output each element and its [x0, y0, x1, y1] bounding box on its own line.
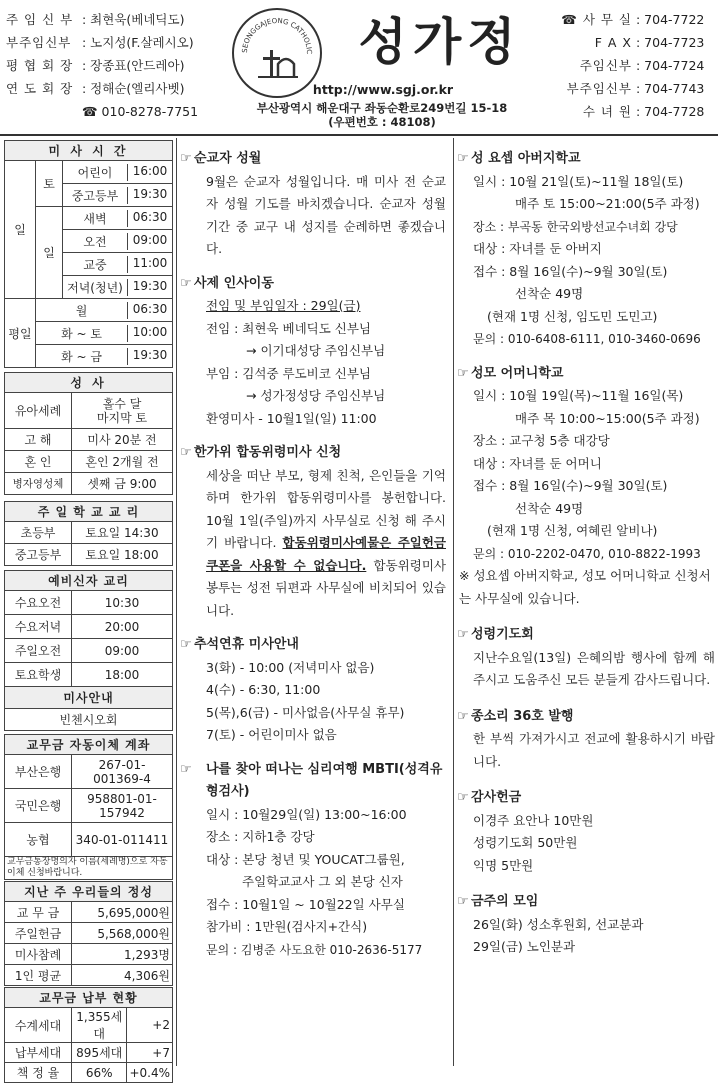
offering-title: 지난 주 우리들의 정성 [5, 882, 173, 902]
father-school-date: 일시 : 10월 21일(토)~11월 18일(토) [473, 173, 684, 189]
school-group: 중고등부 [5, 544, 72, 566]
bank-name: 국민은행 [5, 789, 72, 823]
district-phone: 010-8278-7751 [101, 104, 199, 119]
assistant-phone: : 704-7743 [636, 81, 705, 96]
mass-kind: 오전 [63, 233, 128, 250]
pointing-hand-icon: ☞ [180, 445, 192, 460]
memorial-mass-title: 한가위 합동위령미사 신청 [194, 445, 342, 460]
chuseok-mass-line: 5(목),6(금) - 미사없음(사무실 휴무) [206, 704, 405, 720]
catechumen-class: 수요오전 [5, 591, 72, 615]
weekday-mass-time: 06:30 [132, 301, 168, 316]
mbti-fee: 참가비 : 1만원(검사지+간식) [206, 919, 368, 934]
office-label: ☎ 사 무 실 [561, 12, 632, 27]
chuseok-mass-line: 4(수) - 6:30, 11:00 [206, 682, 321, 697]
father-school-title: 성 요셉 아버지학교 [471, 151, 581, 166]
sacrament-table [4, 372, 173, 495]
mbti-target-cont: 주일학교교사 그 외 본당 신자 [242, 874, 403, 889]
mother-school-date: 일시 : 10월 19일(목)~11월 16일(목) [473, 388, 684, 403]
incoming-destination: → 성가정성당 주임신부님 [246, 388, 386, 403]
father-school-contact: 문의 : 010-6408-6111, 010-3460-0696 [473, 332, 701, 346]
offering-amount: 4,306원 [72, 965, 173, 986]
sacrament-kind: 병자영성체 [5, 473, 72, 495]
offering-amount: 1,293명 [72, 944, 173, 965]
catechumen-class: 수요저녁 [5, 615, 72, 639]
mass-time: 11:00 [132, 255, 168, 270]
pointing-hand-icon: ☞ [180, 275, 192, 291]
pointing-hand-icon: ☞ [457, 790, 469, 805]
mother-school-target: 대상 : 자녀를 둔 어머니 [473, 455, 602, 471]
thanks-offering-title: 감사헌금 [471, 790, 522, 805]
father-school-capacity: 선착순 49명 [515, 286, 584, 301]
weekday-mass-kind: 화 ~ 토 [36, 325, 128, 342]
council-president-label: 평 협 회 장 [6, 58, 74, 73]
prayer-group-title: 성령기도회 [471, 627, 534, 642]
incoming-priest: 부임 : 김석중 루도비코 신부님 [206, 365, 372, 381]
priest-transfer-title: 사제 인사이동 [194, 275, 274, 291]
office-phone: : 704-7722 [636, 12, 705, 27]
sacrament-title: 성 사 [5, 373, 173, 393]
welcome-mass: 환영미사 - 10월1일(일) 11:00 [206, 410, 377, 426]
header-left-info [6, 8, 218, 123]
address-line: 부산광역시 해운대구 좌동순환로249번길 15-18 [256, 101, 508, 115]
council-president-name: : 장종표(안드레아) [82, 58, 185, 73]
mbti-target: 대상 : 본당 청년 및 YOUCAT그룹원, [206, 851, 405, 867]
sunday-label: 일 [36, 207, 63, 299]
assistant-pastor-name: : 노지성(F.살레시오) [82, 35, 194, 50]
postal-code: (우편번호 : 48108) [328, 115, 436, 129]
sunday-school-title: 주 일 학 교 교 리 [5, 502, 173, 522]
father-school-schedule: 매주 토 15:00~21:00(5주 과정) [515, 196, 700, 211]
mbti-registration: 접수 : 10월1일 ~ 10월22일 사무실 [206, 896, 405, 912]
memorial-mass-envelope: 합동위령미사 봉투는 성전 뒤편과 사무실에 비치되어 있습니다. [206, 557, 446, 618]
district-president-label: 연 도 회 장 [6, 81, 74, 96]
mass-time: 09:00 [132, 232, 168, 247]
mass-kind: 저녁(청년) [63, 279, 128, 296]
bank-name: 농협 [5, 823, 72, 857]
mbti-contact: 문의 : 김병준 사도요한 010-2636-5177 [206, 942, 423, 957]
offering-amount: 5,568,000원 [72, 923, 173, 944]
dues-value: 1,355세대 [72, 1008, 127, 1043]
fax-label: F A X [594, 35, 632, 50]
dues-change: +0.4% [127, 1063, 173, 1083]
mother-school-status: (현재 1명 신청, 여혜린 알비나) [487, 523, 658, 538]
mass-kind: 교중 [63, 256, 128, 273]
phone-icon: ☎ [82, 104, 102, 119]
dues-change: +2 [127, 1008, 173, 1043]
church-address [254, 101, 510, 129]
pastor-label: 주 임 신 부 [6, 12, 74, 27]
memorial-mass-body [180, 465, 446, 623]
mbti-date: 일시 : 10월29일(일) 13:00~16:00 [206, 806, 407, 822]
bulletin-title: 성가정 [358, 12, 522, 71]
meeting-item: 29일(금) 노인분과 [473, 939, 576, 954]
header-divider [0, 134, 718, 136]
memorial-mass-warning: 합동위령미사예물은 주일헌금 쿠폰을 사용할 수 없습니다. [206, 535, 446, 573]
newsletter-title: 종소리 36호 발행 [471, 708, 574, 724]
auto-transfer-title: 교무금 자동이체 계좌 [5, 735, 173, 755]
svg-text:SEONGGAJEONG CATHOLIC CHURCH: SEONGGAJEONG CATHOLIC [240, 16, 314, 55]
dues-kind: 책 정 율 [5, 1063, 72, 1083]
weekday-label: 평일 [5, 299, 36, 368]
sacrament-kind: 혼 인 [5, 451, 72, 473]
sacrament-schedule: 혼인 2개월 전 [72, 451, 173, 473]
pointing-hand-icon: ☞ [180, 761, 192, 777]
meetings-title: 금주의 모임 [471, 894, 539, 909]
application-note: ※ 성요셉 아버지학교, 성모 어머니학교 신청서는 사무실에 있습니다. [459, 568, 711, 606]
outgoing-priest: 전임 : 최현욱 베네딕도 신부님 [206, 320, 372, 336]
mass-time: 19:30 [132, 278, 168, 293]
mass-kind: 중고등부 [63, 187, 128, 204]
convent-phone: : 704-7728 [636, 104, 705, 119]
mother-school-registration: 접수 : 8월 16일(수)~9월 30일(토) [473, 478, 668, 493]
mass-time: 19:30 [132, 186, 168, 201]
school-time: 토요일 18:00 [72, 544, 173, 566]
sacrament-schedule: 홀수 달 마지막 토 [72, 393, 173, 429]
pointing-hand-icon: ☞ [457, 894, 469, 909]
account-number: 958801-01- 157942 [72, 789, 173, 823]
mass-kind: 어린이 [63, 164, 128, 181]
weekday-mass-kind: 월 [36, 302, 128, 319]
mass-times-title: 미 사 시 간 [5, 141, 173, 161]
district-president-name: : 정해순(엘리사벳) [82, 81, 185, 96]
newsletter-body: 한 부씩 가져가시고 전교에 활용하시기 바랍니다. [473, 731, 715, 769]
pastor-phone-label: 주임신부 [579, 58, 632, 73]
school-group: 초등부 [5, 522, 72, 544]
chuseok-mass-line: 3(화) - 10:00 (저녁미사 없음) [206, 659, 375, 675]
mass-time: 06:30 [132, 209, 168, 224]
pointing-hand-icon: ☞ [180, 151, 192, 166]
mother-school-title: 성모 어머니학교 [471, 365, 564, 381]
dues-value: 895세대 [72, 1043, 127, 1063]
right-column [457, 142, 715, 959]
weekday-mass-time: 10:00 [132, 324, 168, 339]
mass-kind: 새벽 [63, 210, 128, 227]
auto-transfer-table [4, 734, 173, 880]
offering-kind: 미사참례 [5, 944, 72, 965]
father-school-place: 장소 : 부곡동 한국외방선교수녀회 강당 [473, 219, 678, 234]
account-number: 267-01- 001369-4 [72, 755, 173, 789]
pointing-hand-icon: ☞ [180, 637, 192, 652]
martyrs-month-title: 순교자 성월 [194, 151, 262, 166]
mass-guide-group: 빈첸시오회 [5, 709, 173, 731]
offering-kind: 교 무 금 [5, 902, 72, 923]
catechumen-time: 18:00 [72, 663, 173, 687]
dues-title: 교무금 납부 현황 [5, 988, 173, 1008]
father-school-registration: 접수 : 8월 16일(수)~9월 30일(토) [473, 263, 668, 279]
catechumen-table [4, 570, 173, 687]
chuseok-mass-title: 추석연휴 미사안내 [194, 637, 299, 652]
mass-guide-title: 미사안내 [5, 687, 173, 709]
header-contacts [542, 8, 712, 123]
column-divider-right [453, 138, 454, 1066]
mother-school-capacity: 선착순 49명 [515, 500, 584, 516]
middle-column [180, 142, 446, 961]
dues-value: 66% [72, 1063, 127, 1083]
saturday-label: 토 [36, 161, 63, 207]
thanks-offering-item: 성령기도회 50만원 [473, 835, 578, 850]
offering-kind: 1인 평균 [5, 965, 72, 986]
catechumen-time: 09:00 [72, 639, 173, 663]
weekday-mass-kind: 화 ~ 금 [36, 348, 128, 365]
catechumen-time: 20:00 [72, 615, 173, 639]
pastor-phone: : 704-7724 [636, 58, 705, 73]
mass-times-table [4, 140, 173, 368]
catechumen-time: 10:30 [72, 591, 173, 615]
school-time: 토요일 14:30 [72, 522, 173, 544]
pointing-hand-icon: ☞ [457, 627, 469, 642]
assistant-phone-label: 부주임신부 [566, 81, 632, 96]
martyrs-month-body: 9월은 순교자 성월입니다. 매 미사 전 순교자 성월 기도를 바치겠습니다. 순교자 성월 기간 중 교구 내 성지를 순례하면 좋겠습니다. [206, 173, 446, 256]
pointing-hand-icon: ☞ [457, 365, 469, 381]
father-school-status: (현재 1명 신청, 임도민 도민고) [487, 308, 658, 324]
sunday-school-table [4, 501, 173, 566]
mother-school-contact: 문의 : 010-2202-0470, 010-8822-1993 [473, 546, 701, 561]
weekend-label: 일 [5, 161, 36, 299]
sacrament-schedule: 셋째 금 9:00 [72, 473, 173, 495]
mother-school-place: 장소 : 교구청 5층 대강당 [473, 433, 610, 448]
dues-kind: 납부세대 [5, 1043, 72, 1063]
account-number: 340-01-011411 [72, 823, 173, 857]
mbti-place: 장소 : 지하1층 강당 [206, 829, 315, 844]
pastor-name: : 최현욱(베네딕도) [82, 12, 185, 27]
auto-transfer-note: 교무금통장명의자 이름(세례명)으로 자동이체 신청바랍니다. [5, 857, 173, 880]
dues-change: +7 [127, 1043, 173, 1063]
mother-school-schedule: 매주 목 10:00~15:00(5주 과정) [515, 410, 700, 426]
sacrament-kind: 유아세례 [5, 393, 72, 429]
weekday-mass-time: 19:30 [132, 347, 168, 362]
outgoing-destination: → 이기대성당 주임신부님 [246, 343, 386, 358]
thanks-offering-item: 익명 5만원 [473, 857, 534, 873]
sacrament-kind: 고 해 [5, 429, 72, 451]
bank-name: 부산은행 [5, 755, 72, 789]
mbti-title: 나를 찾아 떠나는 심리여행 MBTI(성격유형검사) [206, 761, 443, 799]
column-divider-left [176, 138, 177, 1066]
sacrament-schedule: 미사 20분 전 [72, 429, 173, 451]
dues-kind: 수계세대 [5, 1008, 72, 1043]
prayer-group-body: 지난수요일(13일) 은혜의밤 행사에 함께 해 주시고 도움주신 모든 분들게 감사드립니다. [473, 649, 715, 687]
church-url[interactable]: http://www.sgj.or.kr [312, 82, 454, 97]
fax-number: : 704-7723 [636, 35, 705, 50]
father-school-target: 대상 : 자녀를 둔 아버지 [473, 241, 602, 256]
offering-kind: 주일헌금 [5, 923, 72, 944]
pointing-hand-icon: ☞ [457, 151, 469, 166]
offering-amount: 5,695,000원 [72, 902, 173, 923]
chuseok-mass-line: 7(토) - 어린이미사 없음 [206, 727, 337, 742]
mass-guide-table [4, 686, 173, 731]
catechumen-class: 주일오전 [5, 639, 72, 663]
convent-label: 수 녀 원 [582, 104, 632, 119]
catechumen-class: 토요학생 [5, 663, 72, 687]
assistant-pastor-label: 부주임신부 [6, 35, 72, 50]
offering-table [4, 881, 173, 986]
meeting-item: 26일(화) 성소후원회, 선교분과 [473, 916, 644, 932]
memorial-mass-text: 세상을 떠난 부모, 형제 친척, 은인들을 기억하며 한가위 합동위령미사를 봉헌합니다. 10월 1일(주일)까지 사무실로 신청 해 주시기 바랍니다. [206, 467, 446, 550]
mass-time: 16:00 [132, 163, 168, 178]
thanks-offering-item: 이경주 요안나 10만원 [473, 812, 594, 828]
pointing-hand-icon: ☞ [457, 708, 469, 724]
transfer-date: 전임 및 부임일자 : 29일(금) [206, 298, 361, 313]
catechumen-title: 예비신자 교리 [5, 571, 173, 591]
